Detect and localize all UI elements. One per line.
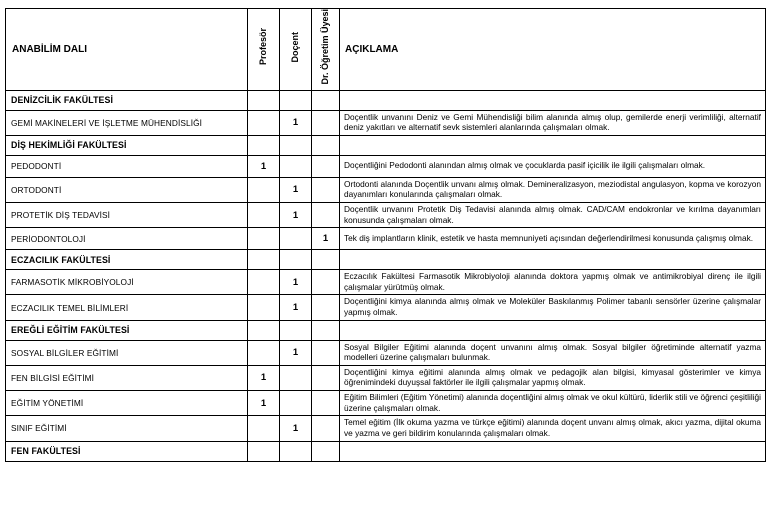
explanation-text	[340, 320, 766, 340]
department-name: DİŞ HEKİMLİĞİ FAKÜLTESİ	[6, 135, 248, 155]
explanation-text: Eczacılık Fakültesi Farmasotik Mikrobiyoloji alanında doktora yapmış olmak ve antimikrobiyal direnç ile ilgili çalışmalar yürütmüş olmak.	[340, 270, 766, 295]
section-row	[6, 250, 766, 270]
table-row	[6, 391, 766, 416]
dr-lecturer-count	[312, 391, 340, 416]
header-row	[6, 9, 766, 91]
professor-count	[248, 340, 280, 365]
table-row	[6, 270, 766, 295]
docent-count: 1	[280, 295, 312, 320]
department-name: PERİODONTOLOJİ	[6, 228, 248, 250]
professor-count: 1	[248, 391, 280, 416]
header-department: ANABİLİM DALI	[6, 9, 248, 91]
professor-count: 1	[248, 155, 280, 177]
professor-count	[248, 250, 280, 270]
header-dr-lecturer-label: Dr. Öğretim Üyesi	[320, 9, 330, 85]
explanation-text: Eğitim Bilimleri (Eğitim Yönetimi) alanında doçentliğini almış olmak ve okul kültürü, liderlik stili ve öğrenci çeşitliliği üzerine çalışmaları olmak.	[340, 391, 766, 416]
table-row	[6, 295, 766, 320]
department-name: EĞİTİM YÖNETİMİ	[6, 391, 248, 416]
docent-count: 1	[280, 110, 312, 135]
professor-count: 1	[248, 365, 280, 390]
department-name: FEN BİLGİSİ EĞİTİMİ	[6, 365, 248, 390]
department-name: GEMİ MAKİNELERİ VE İŞLETME MÜHENDİSLİĞİ	[6, 110, 248, 135]
professor-count	[248, 416, 280, 441]
explanation-text	[340, 135, 766, 155]
explanation-text: Doçentlik unvanını Protetik Diş Tedavisi alanında almış olmak. CAD/CAM endokronlar ve kırılma dayanımları konusunda çalışmaları olmak.	[340, 202, 766, 227]
table-row	[6, 416, 766, 441]
section-row	[6, 90, 766, 110]
department-name: ECZACILIK TEMEL BİLİMLERİ	[6, 295, 248, 320]
department-name: SINIF EĞİTİMİ	[6, 416, 248, 441]
department-name: FARMASOTİK MİKROBİYOLOJİ	[6, 270, 248, 295]
docent-count: 1	[280, 416, 312, 441]
dr-lecturer-count	[312, 135, 340, 155]
header-docent-label: Doçent	[290, 31, 300, 63]
docent-count	[280, 365, 312, 390]
table-row	[6, 340, 766, 365]
section-row	[6, 441, 766, 461]
dr-lecturer-count	[312, 177, 340, 202]
section-row	[6, 135, 766, 155]
docent-count	[280, 250, 312, 270]
professor-count	[248, 320, 280, 340]
table-row	[6, 177, 766, 202]
docent-count	[280, 90, 312, 110]
docent-count	[280, 135, 312, 155]
explanation-text: Tek diş implantların klinik, estetik ve hasta memnuniyeti açısından değerlendirilmesi konusunda çalışmış olmak.	[340, 228, 766, 250]
professor-count	[248, 90, 280, 110]
explanation-text	[340, 250, 766, 270]
department-name: DENİZCİLİK FAKÜLTESİ	[6, 90, 248, 110]
department-name: SOSYAL BİLGİLER EĞİTİMİ	[6, 340, 248, 365]
table-row	[6, 228, 766, 250]
docent-count	[280, 391, 312, 416]
dr-lecturer-count	[312, 250, 340, 270]
docent-count	[280, 228, 312, 250]
dr-lecturer-count	[312, 416, 340, 441]
academic-positions-table	[5, 8, 766, 462]
dr-lecturer-count	[312, 320, 340, 340]
department-name: ECZACILIK FAKÜLTESİ	[6, 250, 248, 270]
department-name: ORTODONTİ	[6, 177, 248, 202]
department-name: FEN FAKÜLTESİ	[6, 441, 248, 461]
professor-count	[248, 135, 280, 155]
department-name: PROTETİK DİŞ TEDAVİSİ	[6, 202, 248, 227]
professor-count	[248, 202, 280, 227]
explanation-text: Doçentliğini kimya alanında almış olmak ve Moleküler Baskılanmış Polimer tabanlı sensörler üzerine çalışmalar yapmış olmak.	[340, 295, 766, 320]
explanation-text: Doçentlik unvanını Deniz ve Gemi Mühendisliği bilim alanında almış olup, gemilerde enerji verimliliği, alternatif deniz yakıtları ve alternatif sevk sistemleri alanlarında çalışmaları olmak.	[340, 110, 766, 135]
professor-count	[248, 295, 280, 320]
explanation-text: Sosyal Bilgiler Eğitimi alanında doçent unvanını almış olmak. Sosyal bilgiler öğretiminde alternatif yazma modelleri üzerine çalışmaları bulunmak.	[340, 340, 766, 365]
dr-lecturer-count	[312, 340, 340, 365]
table-row	[6, 110, 766, 135]
table-row	[6, 155, 766, 177]
dr-lecturer-count	[312, 365, 340, 390]
professor-count	[248, 270, 280, 295]
department-name: PEDODONTİ	[6, 155, 248, 177]
header-docent	[280, 9, 312, 91]
professor-count	[248, 177, 280, 202]
explanation-text: Ortodonti alanında Doçentlik unvanı almış olmak. Demineralizasyon, meziodistal angulasyon, kopma ve korozyon dayanımları konularında çalışmaları olmak.	[340, 177, 766, 202]
docent-count	[280, 320, 312, 340]
dr-lecturer-count	[312, 270, 340, 295]
explanation-text: Doçentliğini kimya eğitimi alanında almış olmak ve pedagojik alan bilgisi, kimyasal gösterimler ve kimya öğrenimindeki duyuşsal faktörler ile ilgili çalışmalar yapmış olmak.	[340, 365, 766, 390]
dr-lecturer-count	[312, 295, 340, 320]
docent-count: 1	[280, 340, 312, 365]
dr-lecturer-count	[312, 110, 340, 135]
explanation-text	[340, 90, 766, 110]
docent-count: 1	[280, 177, 312, 202]
header-dr-lecturer	[312, 9, 340, 91]
table-row	[6, 202, 766, 227]
table-body	[6, 90, 766, 461]
header-professor	[248, 9, 280, 91]
docent-count	[280, 155, 312, 177]
table-row	[6, 365, 766, 390]
table-header	[6, 9, 766, 91]
professor-count	[248, 110, 280, 135]
header-explanation: AÇIKLAMA	[340, 9, 766, 91]
explanation-text	[340, 441, 766, 461]
section-row	[6, 320, 766, 340]
docent-count: 1	[280, 270, 312, 295]
dr-lecturer-count	[312, 90, 340, 110]
department-name: EREĞLİ EĞİTİM FAKÜLTESİ	[6, 320, 248, 340]
dr-lecturer-count	[312, 155, 340, 177]
docent-count: 1	[280, 202, 312, 227]
professor-count	[248, 441, 280, 461]
dr-lecturer-count	[312, 441, 340, 461]
header-professor-label: Profesör	[258, 28, 268, 66]
dr-lecturer-count	[312, 202, 340, 227]
dr-lecturer-count: 1	[312, 228, 340, 250]
docent-count	[280, 441, 312, 461]
explanation-text: Doçentliğini Pedodonti alanından almış olmak ve çocuklarda pasif içicilik ile ilgili çalışmaları olmak.	[340, 155, 766, 177]
explanation-text: Temel eğitim (İlk okuma yazma ve türkçe eğitimi) alanında doçent unvanı almış olmak, akıcı yazma, dijital okuma ve yazma ve geri bildirim konularında çalışmaları olmak.	[340, 416, 766, 441]
professor-count	[248, 228, 280, 250]
